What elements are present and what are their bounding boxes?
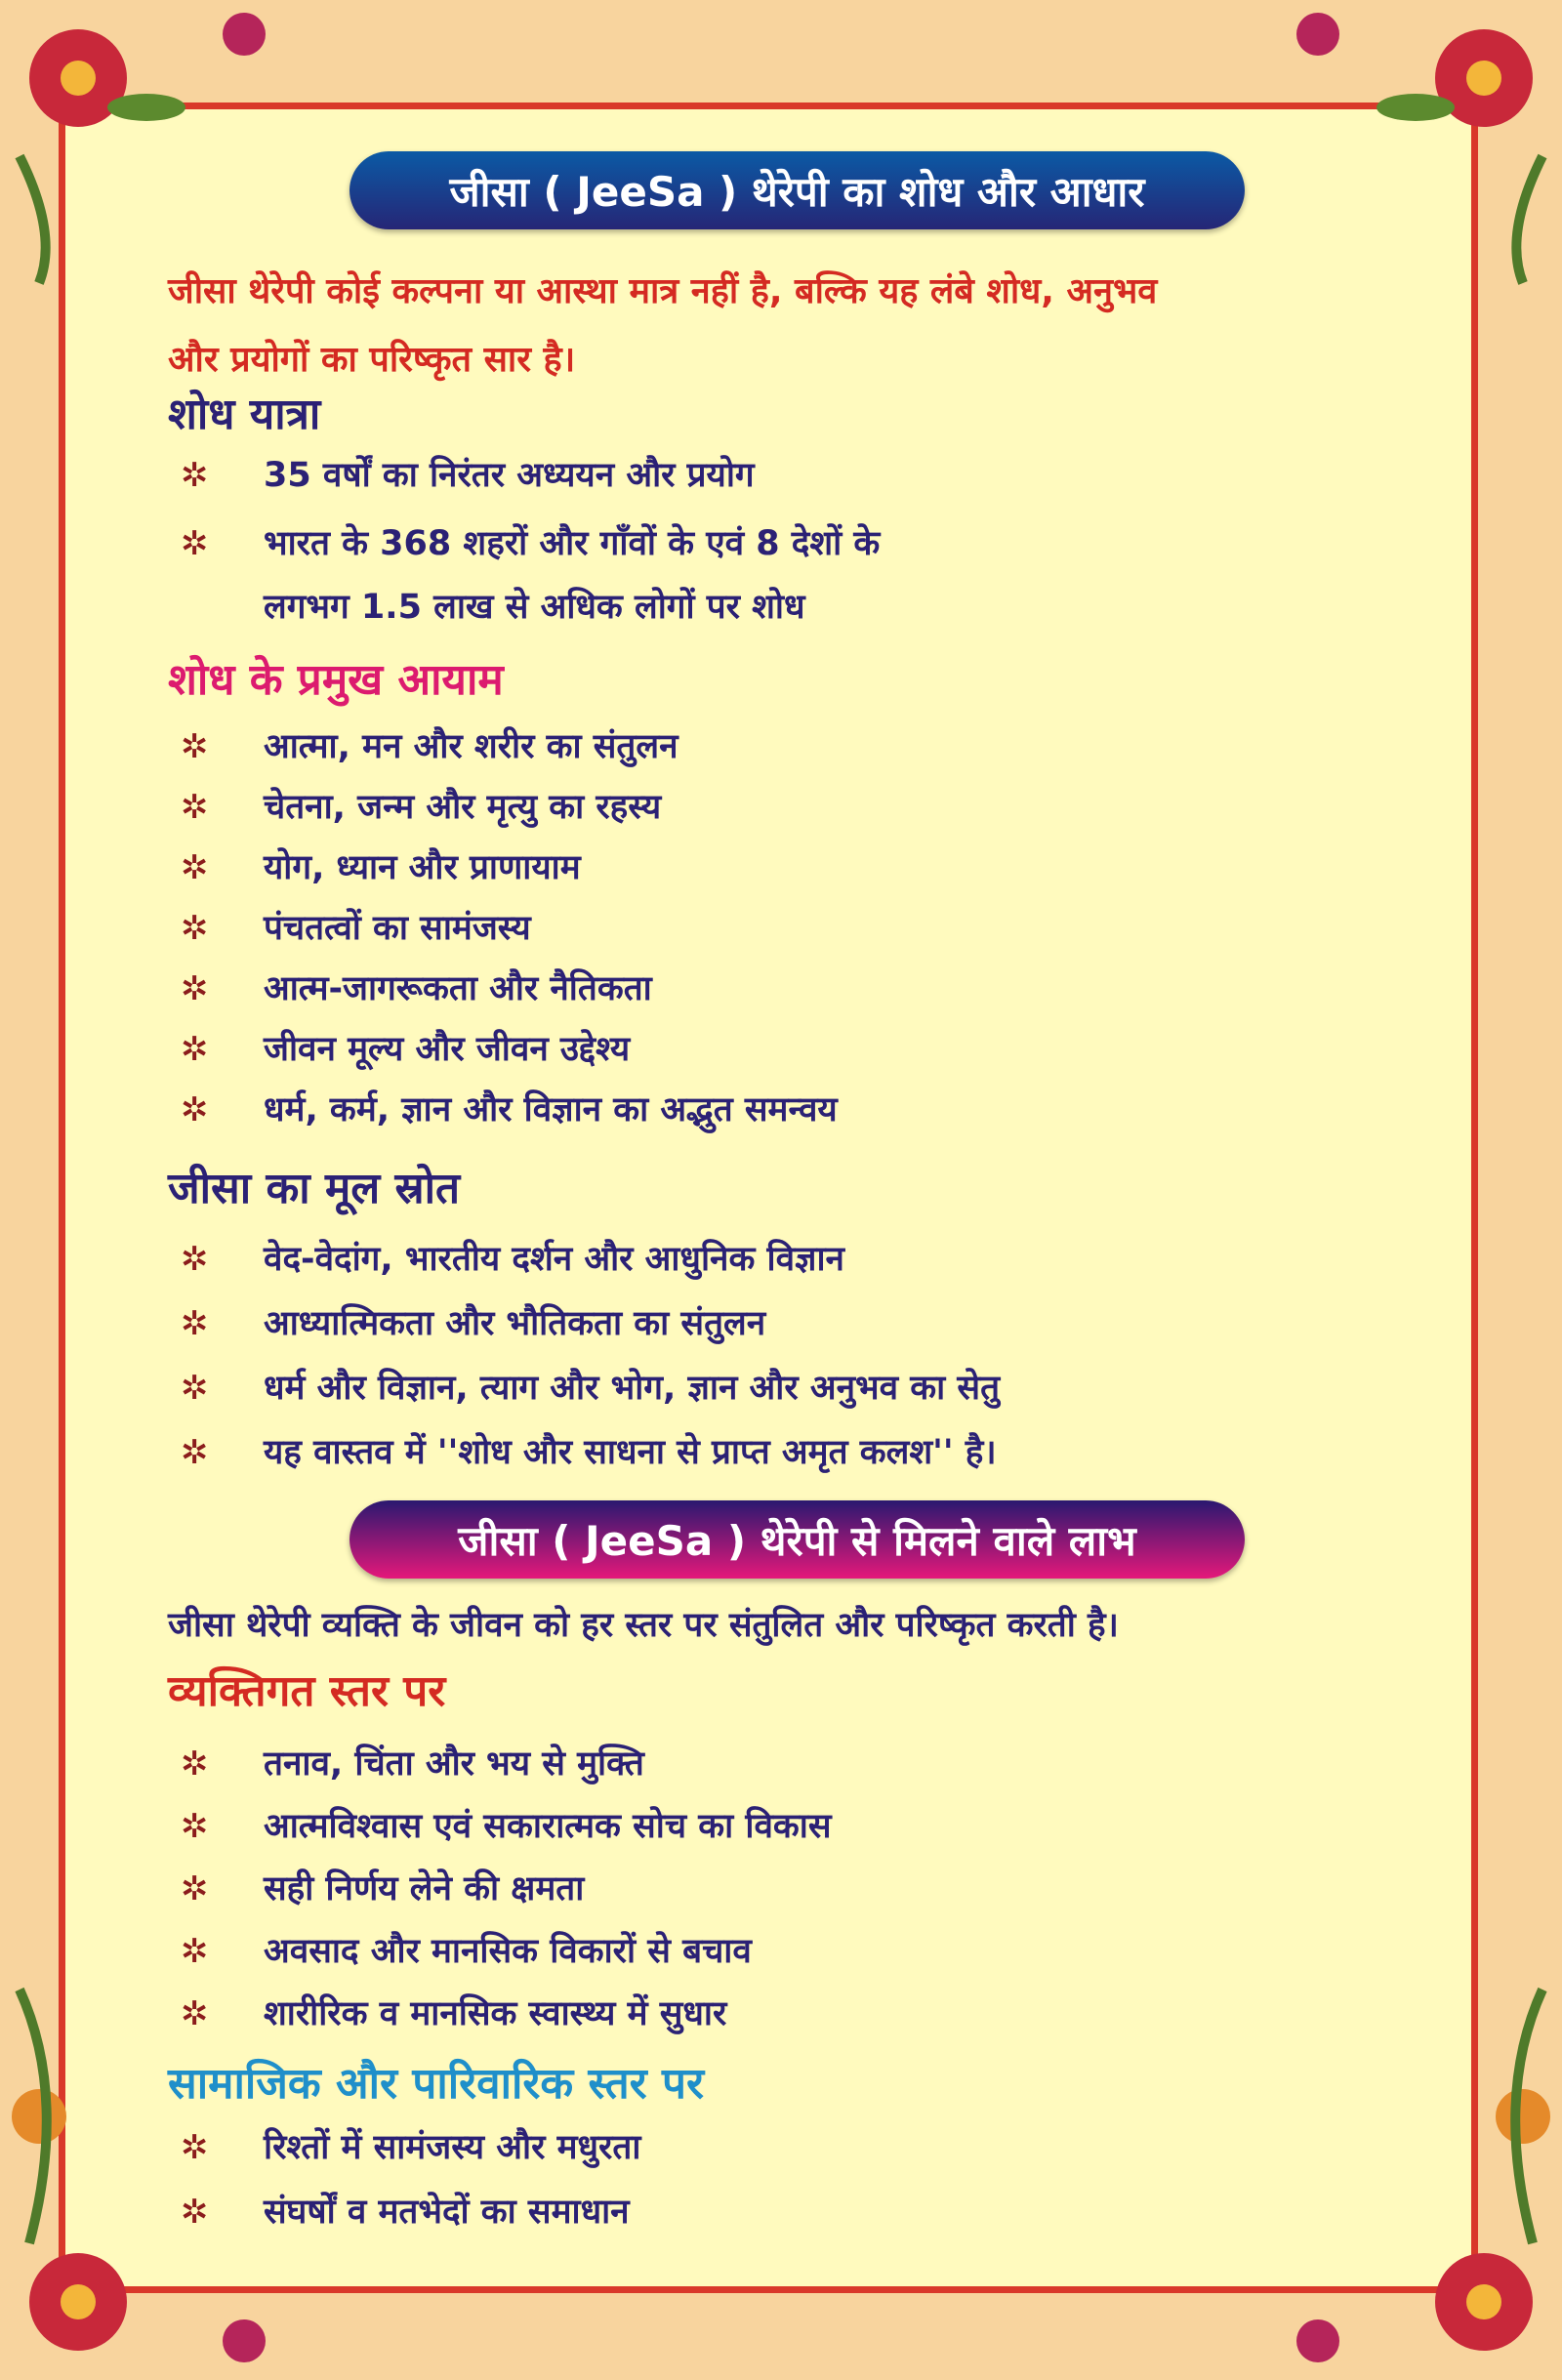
heading-social: सामाजिक और पारिवारिक स्तर पर bbox=[168, 2059, 704, 2109]
bullet-icon: ✲ bbox=[181, 1807, 209, 1846]
list-item bbox=[181, 1364, 1000, 1410]
list-item-text: यह वास्तव में ''शोध और साधना से प्राप्त अमृत कलश'' है। bbox=[264, 1433, 997, 1472]
bullet-icon: ✲ bbox=[181, 1744, 209, 1784]
list-item bbox=[181, 964, 652, 1010]
list-item-text: भारत के 368 शहरों और गाँवों के एवं 8 देशों के bbox=[264, 524, 881, 563]
intro-text-line2: और प्रयोगों का परिष्कृत सार है। bbox=[168, 340, 576, 380]
list-item-text: योग, ध्यान और प्राणायाम bbox=[264, 848, 581, 887]
bullet-icon: ✲ bbox=[181, 1030, 209, 1069]
bullet-icon: ✲ bbox=[181, 1994, 209, 2033]
bullet-icon: ✲ bbox=[181, 456, 209, 495]
list-item bbox=[181, 783, 661, 829]
list-item-text: जीवन मूल्य और जीवन उद्देश्य bbox=[264, 1030, 631, 1069]
flower-decoration-top-left bbox=[0, 0, 293, 293]
bullet-icon: ✲ bbox=[181, 524, 209, 563]
bullet-icon: ✲ bbox=[181, 969, 209, 1008]
bullet-icon: ✲ bbox=[181, 1433, 209, 1472]
list-item bbox=[181, 1428, 997, 1474]
list-item-text: अवसाद और मानसिक विकारों से बचाव bbox=[264, 1932, 752, 1971]
list-item-text: आत्मा, मन और शरीर का संतुलन bbox=[264, 727, 678, 766]
bullet-icon: ✲ bbox=[181, 1932, 209, 1971]
heading-personal: व्यक्तिगत स्तर पर bbox=[168, 1666, 446, 1716]
heading-dimensions: शोध के प्रमुख आयाम bbox=[168, 655, 504, 705]
list-item bbox=[181, 1927, 752, 1973]
list-item bbox=[181, 1740, 644, 1785]
bullet-icon: ✲ bbox=[181, 2128, 209, 2167]
list-item-text: रिश्तों में सामंजस्य और मधुरता bbox=[264, 2128, 641, 2167]
list-item-text: धर्म और विज्ञान, त्याग और भोग, ज्ञान और अनुभव का सेतु bbox=[264, 1369, 1001, 1408]
flower-decoration-bottom-right bbox=[1269, 1950, 1562, 2380]
bullet-icon: ✲ bbox=[181, 909, 209, 948]
list-item bbox=[181, 1865, 584, 1910]
bullet-icon: ✲ bbox=[181, 2193, 209, 2232]
list-item-text: शारीरिक व मानसिक स्वास्थ्य में सुधार bbox=[264, 1994, 727, 2033]
bullet-icon: ✲ bbox=[181, 727, 209, 766]
list-item-text: आध्यात्मिकता और भौतिकता का संतुलन bbox=[264, 1304, 766, 1343]
bullet-icon: ✲ bbox=[181, 848, 209, 887]
heading-research-journey: शोध यात्रा bbox=[168, 390, 321, 439]
list-item-text: 35 वर्षों का निरंतर अध्ययन और प्रयोग bbox=[264, 456, 755, 495]
bullet-icon: ✲ bbox=[181, 1090, 209, 1129]
list-item-text: सही निर्णय लेने की क्षमता bbox=[264, 1869, 585, 1908]
list-item-text: आत्मविश्वास एवं सकारात्मक सोच का विकास bbox=[264, 1807, 832, 1846]
section-title-benefits: जीसा ( JeeSa ) थेरेपी से मिलने वाले लाभ bbox=[349, 1500, 1245, 1579]
list-item bbox=[181, 2188, 630, 2234]
list-item-text: पंचतत्वों का सामंजस्य bbox=[264, 909, 531, 948]
bullet-icon: ✲ bbox=[181, 1240, 209, 1279]
flower-decoration-top-right bbox=[1269, 0, 1562, 293]
list-item-text: तनाव, चिंता और भय से मुक्ति bbox=[264, 1744, 644, 1784]
list-item-text: संघर्षों व मतभेदों का समाधान bbox=[264, 2193, 630, 2232]
list-item-text: आत्म-जागरूकता और नैतिकता bbox=[264, 969, 652, 1008]
list-item bbox=[181, 904, 531, 950]
list-item bbox=[181, 843, 581, 889]
list-item bbox=[181, 1025, 630, 1071]
section-title-research: जीसा ( JeeSa ) थेरेपी का शोध और आधार bbox=[349, 151, 1245, 229]
list-item-continuation: लगभग 1.5 लाख से अधिक लोगों पर शोध bbox=[264, 588, 805, 627]
list-item bbox=[181, 451, 755, 497]
list-item bbox=[181, 2123, 640, 2169]
bullet-icon: ✲ bbox=[181, 1369, 209, 1408]
list-item-text: चेतना, जन्म और मृत्यु का रहस्य bbox=[264, 788, 662, 827]
list-item-text: वेद-वेदांग, भारतीय दर्शन और आधुनिक विज्ञान bbox=[264, 1240, 844, 1279]
benefits-intro: जीसा थेरेपी व्यक्ति के जीवन को हर स्तर पर संतुलित और परिष्कृत करती है। bbox=[168, 1606, 1119, 1645]
list-item bbox=[181, 519, 880, 565]
list-item-text: धर्म, कर्म, ज्ञान और विज्ञान का अद्भुत समन्वय bbox=[264, 1090, 838, 1129]
list-item bbox=[181, 1235, 844, 1281]
bullet-icon: ✲ bbox=[181, 788, 209, 827]
bullet-icon: ✲ bbox=[181, 1869, 209, 1908]
intro-text-line1: जीसा थेरेपी कोई कल्पना या आस्था मात्र नहीं है, बल्कि यह लंबे शोध, अनुभव bbox=[168, 271, 1158, 311]
list-item bbox=[181, 1802, 832, 1848]
list-item bbox=[181, 1299, 765, 1345]
list-item bbox=[181, 1086, 838, 1131]
list-item bbox=[181, 722, 678, 768]
list-item bbox=[181, 1990, 726, 2035]
bullet-icon: ✲ bbox=[181, 1304, 209, 1343]
heading-source: जीसा का मूल स्रोत bbox=[168, 1164, 461, 1213]
